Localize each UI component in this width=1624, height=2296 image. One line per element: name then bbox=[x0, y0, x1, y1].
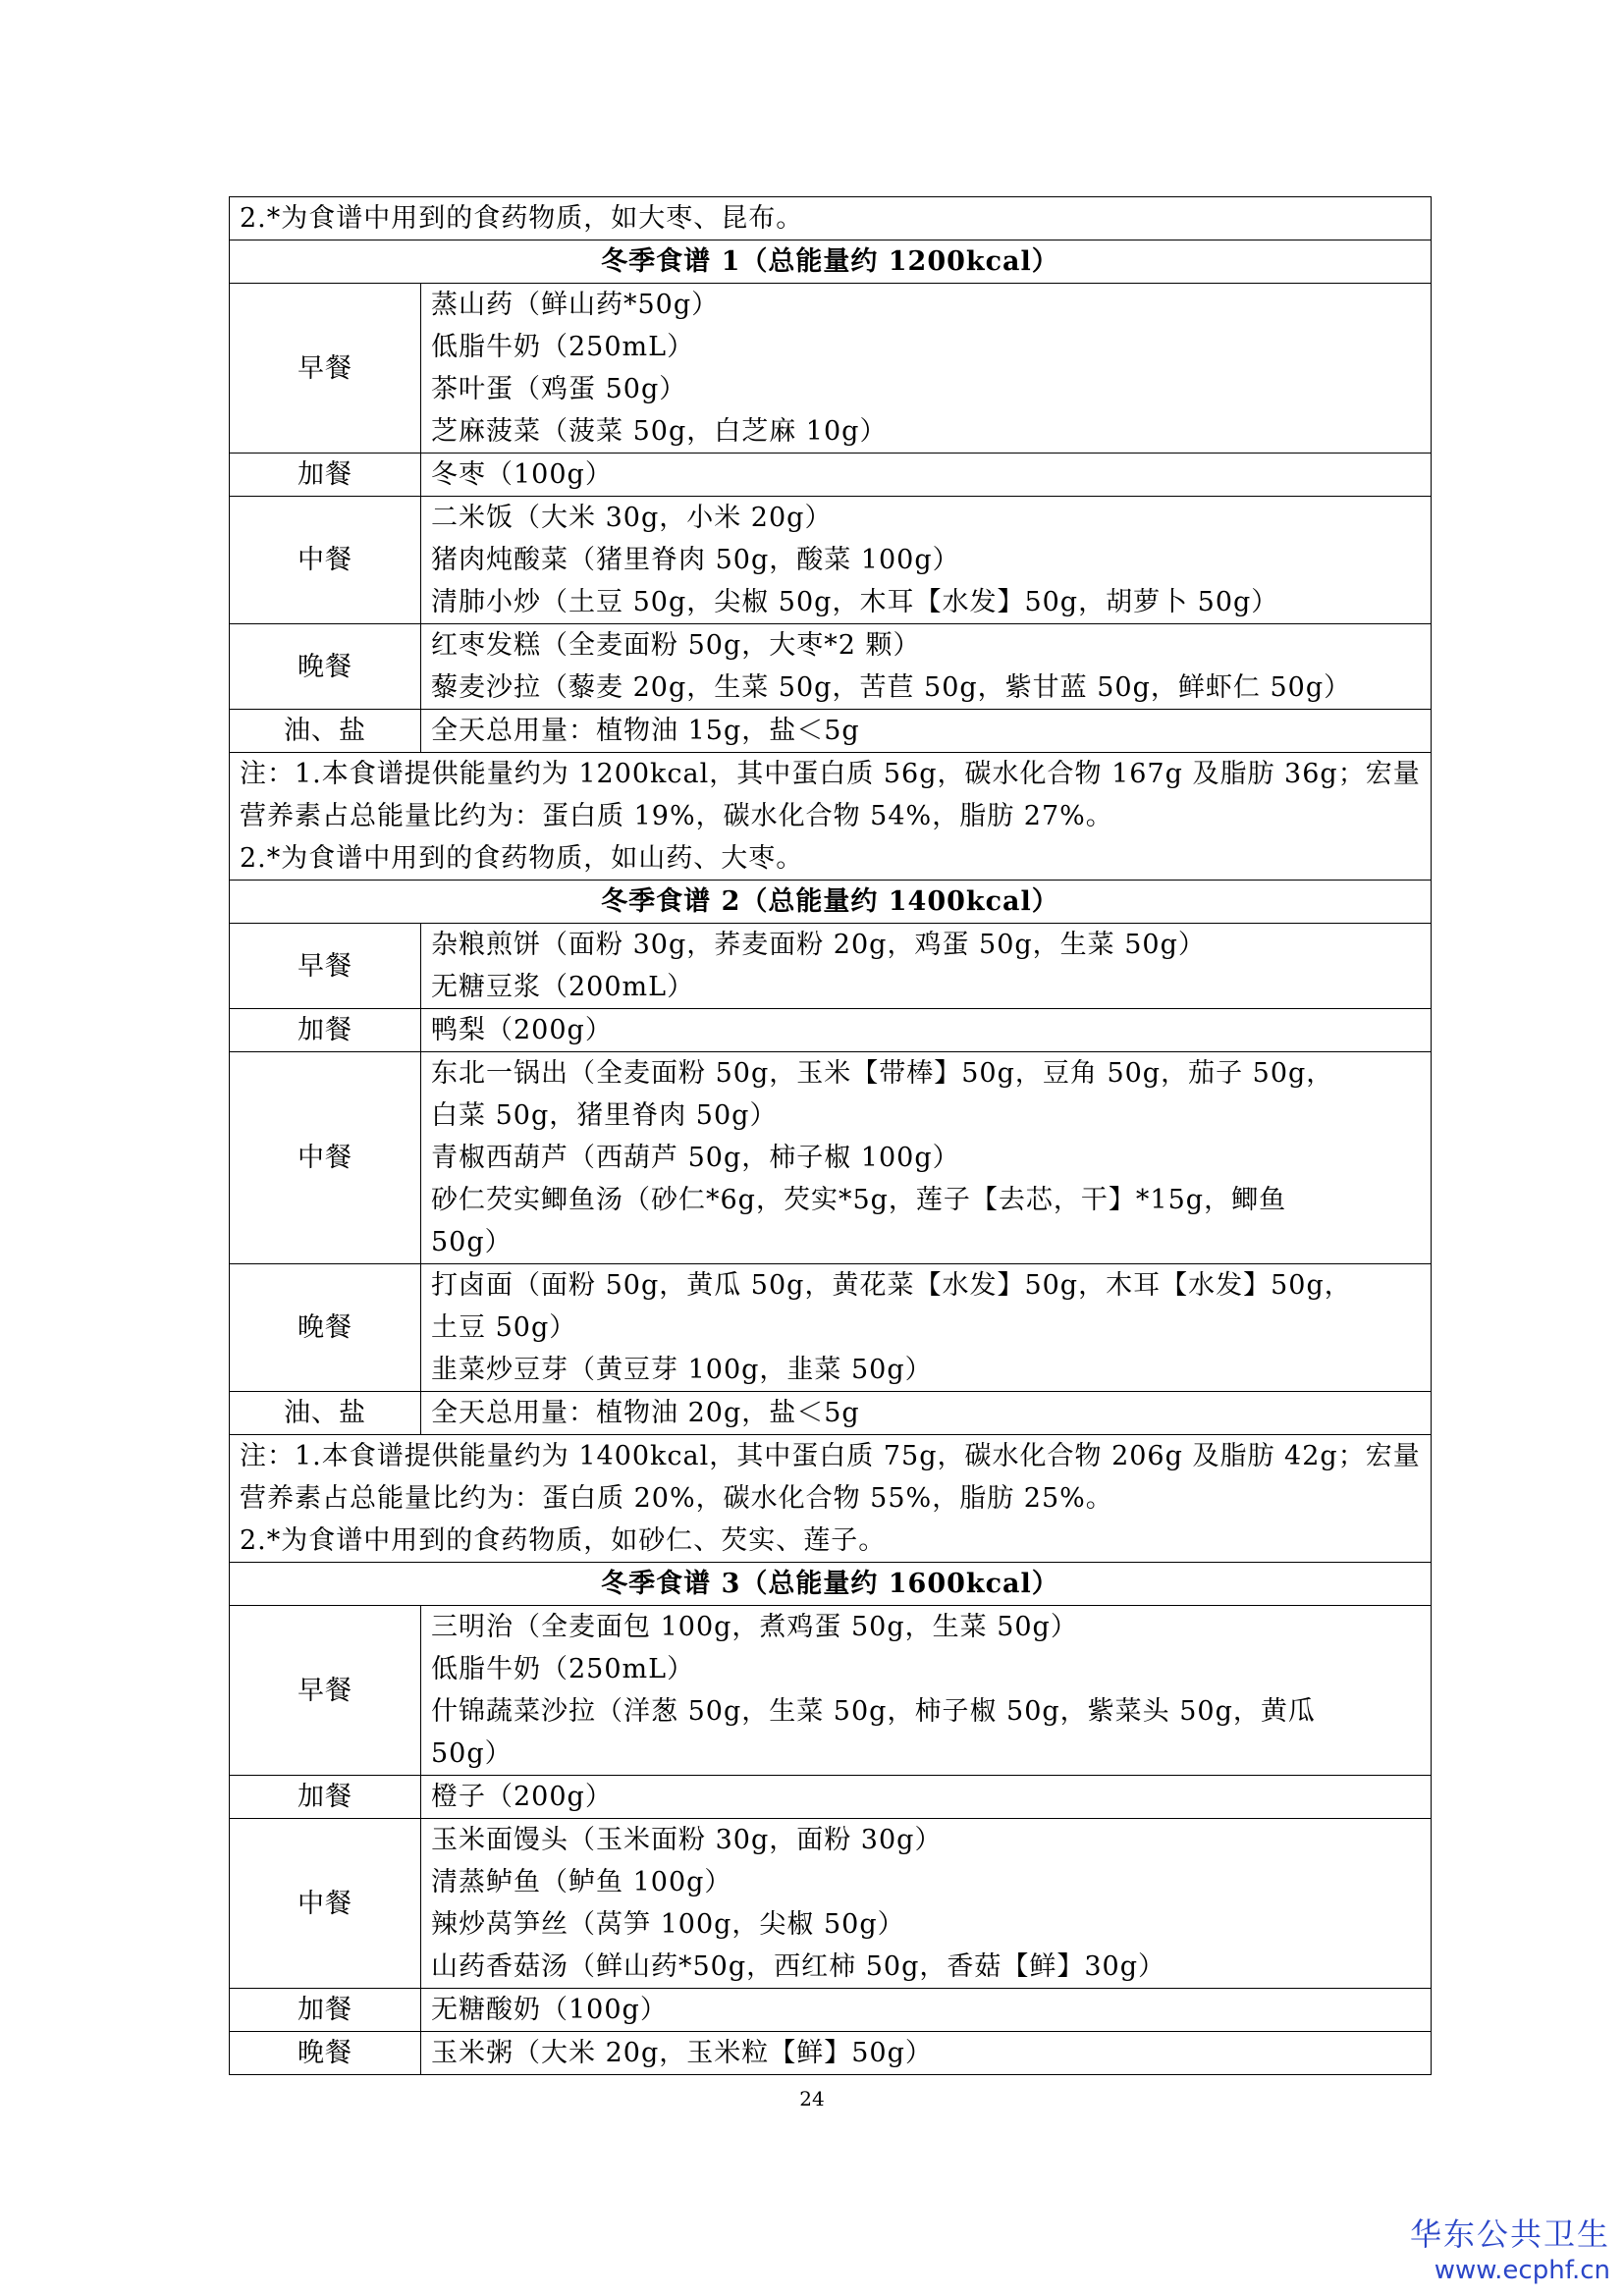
watermark-url: www.ecphf.cn bbox=[1434, 2256, 1610, 2285]
note-line: 注：1.本食谱提供能量约为 1400kcal，其中蛋白质 75g，碳水化合物 206g 及脂肪 42g；宏量营养素占总能量比约为：蛋白质 20%，碳水化合物 55%，脂肪 25%。 bbox=[240, 1441, 1421, 1514]
food-item: 藜麦沙拉（藜麦 20g，生菜 50g，苦苣 50g，紫甘蓝 50g，鲜虾仁 50g） bbox=[431, 672, 1352, 703]
food-item: 50g） bbox=[431, 1738, 513, 1769]
menu-title-row bbox=[230, 240, 1432, 284]
menu-note-row bbox=[230, 1435, 1432, 1563]
meal-label: 早餐 bbox=[230, 1606, 421, 1776]
meal-items bbox=[421, 1776, 1432, 1819]
page-number: 24 bbox=[799, 2087, 825, 2110]
menu-note bbox=[230, 753, 1432, 881]
food-item: 低脂牛奶（250mL） bbox=[431, 1654, 695, 1684]
food-item: 杂粮煎饼（面粉 30g，荞麦面粉 20g，鸡蛋 50g，生菜 50g） bbox=[431, 930, 1206, 960]
menu-title-row bbox=[230, 881, 1432, 924]
meal-label: 中餐 bbox=[230, 497, 421, 624]
meal-items bbox=[421, 1264, 1432, 1392]
meal-row bbox=[230, 710, 1432, 753]
top-note-row bbox=[230, 197, 1432, 240]
note-line: 2.*为食谱中用到的食药物质，如砂仁、芡实、莲子。 bbox=[240, 1525, 887, 1556]
meal-items bbox=[421, 497, 1432, 624]
food-item: 低脂牛奶（250mL） bbox=[431, 332, 695, 362]
meal-row bbox=[230, 284, 1432, 454]
meal-items bbox=[421, 624, 1432, 710]
meal-items bbox=[421, 284, 1432, 454]
food-item: 青椒西葫芦（西葫芦 50g，柿子椒 100g） bbox=[431, 1143, 960, 1173]
menu-title-row bbox=[230, 1563, 1432, 1606]
watermark-name: 华东公共卫生 bbox=[1409, 2216, 1610, 2253]
meal-label: 加餐 bbox=[230, 1009, 421, 1052]
food-item: 鸭梨（200g） bbox=[431, 1015, 613, 1045]
site-watermark bbox=[1410, 2215, 1610, 2287]
meal-label: 晚餐 bbox=[230, 624, 421, 710]
food-item: 红枣发糕（全麦面粉 50g，大枣*2 颗） bbox=[431, 630, 921, 661]
meal-items bbox=[421, 2032, 1432, 2075]
meal-items bbox=[421, 1606, 1432, 1776]
food-item: 蒸山药（鲜山药*50g） bbox=[431, 290, 720, 320]
meal-label: 晚餐 bbox=[230, 1264, 421, 1392]
menu-title: 冬季食谱 2（总能量约 1400kcal） bbox=[230, 881, 1432, 924]
meal-row bbox=[230, 1819, 1432, 1989]
top-note-cell bbox=[230, 197, 1432, 240]
meal-items bbox=[421, 1052, 1432, 1264]
food-item: 韭菜炒豆芽（黄豆芽 100g，韭菜 50g） bbox=[431, 1355, 933, 1385]
meal-items bbox=[421, 1819, 1432, 1989]
food-item: 橙子（200g） bbox=[431, 1782, 613, 1812]
food-item: 全天总用量：植物油 15g，盐＜5g bbox=[431, 716, 860, 746]
meal-label: 早餐 bbox=[230, 284, 421, 454]
meal-row bbox=[230, 1009, 1432, 1052]
meal-row bbox=[230, 497, 1432, 624]
food-item: 砂仁芡实鲫鱼汤（砂仁*6g，芡实*5g，莲子【去芯，干】*15g，鲫鱼 bbox=[431, 1185, 1287, 1215]
meal-label: 中餐 bbox=[230, 1819, 421, 1989]
food-item: 茶叶蛋（鸡蛋 50g） bbox=[431, 374, 687, 404]
meal-row bbox=[230, 1264, 1432, 1392]
menu-title: 冬季食谱 3（总能量约 1600kcal） bbox=[230, 1563, 1432, 1606]
meal-items bbox=[421, 1392, 1432, 1435]
food-item: 无糖酸奶（100g） bbox=[431, 1995, 668, 2025]
meal-row bbox=[230, 924, 1432, 1009]
food-item: 玉米面馒头（玉米面粉 30g，面粉 30g） bbox=[431, 1825, 943, 1855]
food-item: 50g） bbox=[431, 1227, 513, 1257]
food-item: 清肺小炒（土豆 50g，尖椒 50g，木耳【水发】50g，胡萝卜 50g） bbox=[431, 587, 1279, 617]
meal-label: 加餐 bbox=[230, 1989, 421, 2032]
food-item: 全天总用量：植物油 20g，盐＜5g bbox=[431, 1398, 860, 1428]
menu-title: 冬季食谱 1（总能量约 1200kcal） bbox=[230, 240, 1432, 284]
food-item: 三明治（全麦面包 100g，煮鸡蛋 50g，生菜 50g） bbox=[431, 1612, 1078, 1642]
meal-row bbox=[230, 1776, 1432, 1819]
food-item: 土豆 50g） bbox=[431, 1312, 577, 1343]
menu-note bbox=[230, 1435, 1432, 1563]
note-line: 注：1.本食谱提供能量约为 1200kcal，其中蛋白质 56g，碳水化合物 167g 及脂肪 36g；宏量营养素占总能量比约为：蛋白质 19%，碳水化合物 54%，脂肪 27%。 bbox=[240, 759, 1421, 831]
food-item: 无糖豆浆（200mL） bbox=[431, 972, 695, 1002]
meal-items bbox=[421, 1989, 1432, 2032]
food-item: 打卤面（面粉 50g，黄瓜 50g，黄花菜【水发】50g，木耳【水发】50g， bbox=[431, 1270, 1352, 1301]
meal-row bbox=[230, 1052, 1432, 1264]
meal-row bbox=[230, 1392, 1432, 1435]
food-item: 清蒸鲈鱼（鲈鱼 100g） bbox=[431, 1867, 732, 1897]
food-item: 猪肉炖酸菜（猪里脊肉 50g，酸菜 100g） bbox=[431, 545, 960, 575]
food-item: 什锦蔬菜沙拉（洋葱 50g，生菜 50g，柿子椒 50g，紫菜头 50g，黄瓜 bbox=[431, 1696, 1316, 1727]
food-item: 山药香菇汤（鲜山药*50g，西红柿 50g，香菇【鲜】30g） bbox=[431, 1951, 1166, 1982]
meal-label: 油、盐 bbox=[230, 710, 421, 753]
meal-items bbox=[421, 1009, 1432, 1052]
meal-row bbox=[230, 454, 1432, 497]
food-item: 二米饭（大米 30g，小米 20g） bbox=[431, 503, 833, 533]
meal-row bbox=[230, 624, 1432, 710]
meal-label: 加餐 bbox=[230, 454, 421, 497]
food-item: 东北一锅出（全麦面粉 50g，玉米【带棒】50g，豆角 50g，茄子 50g， bbox=[431, 1058, 1334, 1089]
diet-menu-table-body bbox=[230, 197, 1432, 2075]
meal-label: 加餐 bbox=[230, 1776, 421, 1819]
meal-items bbox=[421, 924, 1432, 1009]
food-item: 玉米粥（大米 20g，玉米粒【鲜】50g） bbox=[431, 2038, 933, 2068]
menu-note-row bbox=[230, 753, 1432, 881]
meal-label: 早餐 bbox=[230, 924, 421, 1009]
meal-label: 油、盐 bbox=[230, 1392, 421, 1435]
top-note-text: 2.*为食谱中用到的食药物质，如大枣、昆布。 bbox=[240, 203, 804, 234]
meal-row bbox=[230, 1606, 1432, 1776]
meal-items bbox=[421, 454, 1432, 497]
meal-row bbox=[230, 2032, 1432, 2075]
meal-label: 中餐 bbox=[230, 1052, 421, 1264]
note-line: 2.*为食谱中用到的食药物质，如山药、大枣。 bbox=[240, 843, 804, 874]
meal-label: 晚餐 bbox=[230, 2032, 421, 2075]
food-item: 白菜 50g，猪里脊肉 50g） bbox=[431, 1100, 778, 1131]
food-item: 芝麻菠菜（菠菜 50g，白芝麻 10g） bbox=[431, 416, 888, 447]
meal-row bbox=[230, 1989, 1432, 2032]
food-item: 冬枣（100g） bbox=[431, 459, 613, 490]
meal-items bbox=[421, 710, 1432, 753]
diet-menu-table bbox=[229, 196, 1432, 2075]
food-item: 辣炒莴笋丝（莴笋 100g，尖椒 50g） bbox=[431, 1909, 905, 1940]
